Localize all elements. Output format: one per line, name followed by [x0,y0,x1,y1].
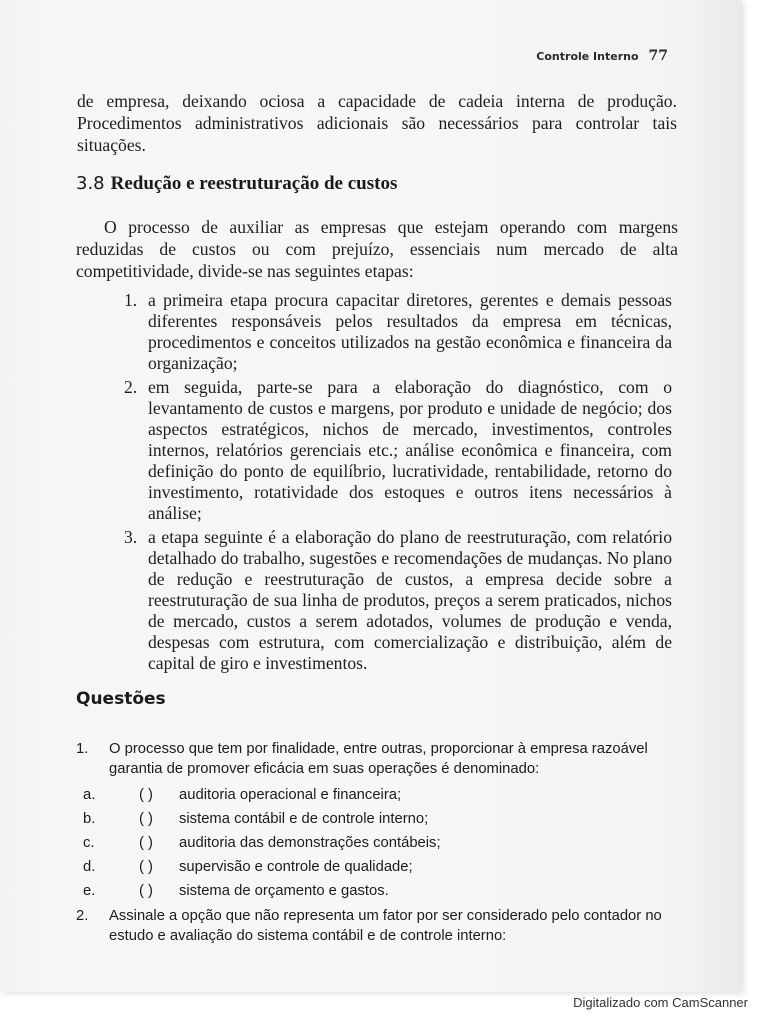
option-checkbox: ( ) [139,883,153,899]
step-text: a etapa seguinte é a elaboração do plano de reestruturação, com relatório detalhado do trabalho, sugestões e recomendações de mudanças. No plano de redução e reestruturação de custos, a empresa decide sobre a reestruturação de sua linha de produtos, preços a serem praticados, nichos de mercado, custos a serem adotados, volumes de produção e venda, despesas com estrutura, com comercialização e distribuição, além de capital de giro e investimentos. [148,527,672,673]
option-item [76,783,676,807]
step-number: 3. [124,527,138,547]
step-text: em seguida, parte-se para a elaboração do diagnóstico, com o levantamento de custos e margens, por produto e unidade de negócio; dos aspectos estratégicos, nichos de mercado, investimentos, controles internos, relatórios gerenciais etc.; análise econômica e financeira, com definição do ponto de equilíbrio, lucratividade, rentabilidade, retorno do investimento, rotatividade dos estoques e outros itens necessários à análise; [148,377,672,523]
page-number: 77 [648,48,668,64]
step-item [120,377,672,524]
question-number: 2. [76,908,89,924]
question-text: Assinale a opção que não representa um fator por ser considerado pelo contador no estudo e avaliação do sistema contábil e de controle interno: [109,908,662,944]
option-item [76,855,676,879]
camscanner-watermark: Digitalizado com CamScanner [573,995,748,1010]
option-text: supervisão e controle de qualidade; [179,859,413,875]
option-text: sistema de orçamento e gastos. [179,883,389,899]
question-text: O processo que tem por finalidade, entre outras, proporcionar à empresa razoável garantia de promover eficácia em suas operações é denominado: [109,741,648,777]
section-heading [76,173,397,195]
option-letter: b. [83,811,96,827]
option-text: auditoria operacional e financeira; [179,787,402,803]
steps-list [120,290,672,677]
section-number: 3.8 [76,173,105,194]
step-item [120,527,672,674]
option-item [76,879,676,903]
continuation-paragraph: de empresa, deixando ociosa a capacidade de cadeia interna de produção. Procedimentos administrativos adicionais são necessários para controlar tais situações. [77,91,677,155]
option-letter: d. [83,859,96,875]
running-header [536,48,668,64]
section-intro: O processo de auxiliar as empresas que estejam operando com margens reduzidas de custos ou com prejuízo, essenciais num mercado de alta competitividade, divide-se nas seguintes etapas: [76,217,678,281]
option-item [76,807,676,831]
option-text: sistema contábil e de controle interno; [179,811,429,827]
option-letter: c. [83,835,95,851]
step-text: a primeira etapa procura capacitar diretores, gerentes e demais pessoas diferentes responsáveis pelos resultados da empresa em técnicas, procedimentos e conceitos utilizados na gestão econômica e financeira da organização; [148,290,672,373]
option-text: auditoria das demonstrações contábeis; [179,835,441,851]
option-letter: e. [83,883,96,899]
step-number: 2. [124,377,138,397]
option-checkbox: ( ) [139,811,153,827]
option-item [76,831,676,855]
question-item [76,906,676,946]
question-number: 1. [76,741,89,757]
step-item [120,290,672,374]
questions-heading: Questões [76,689,166,709]
question-item [76,739,676,903]
option-letter: a. [83,787,96,803]
section-title: Redução e reestruturação de custos [110,173,398,194]
running-title: Controle Interno [536,50,639,63]
options-list [76,783,676,903]
step-number: 1. [124,290,138,310]
option-checkbox: ( ) [139,859,153,875]
option-checkbox: ( ) [139,835,153,851]
option-checkbox: ( ) [139,787,153,803]
